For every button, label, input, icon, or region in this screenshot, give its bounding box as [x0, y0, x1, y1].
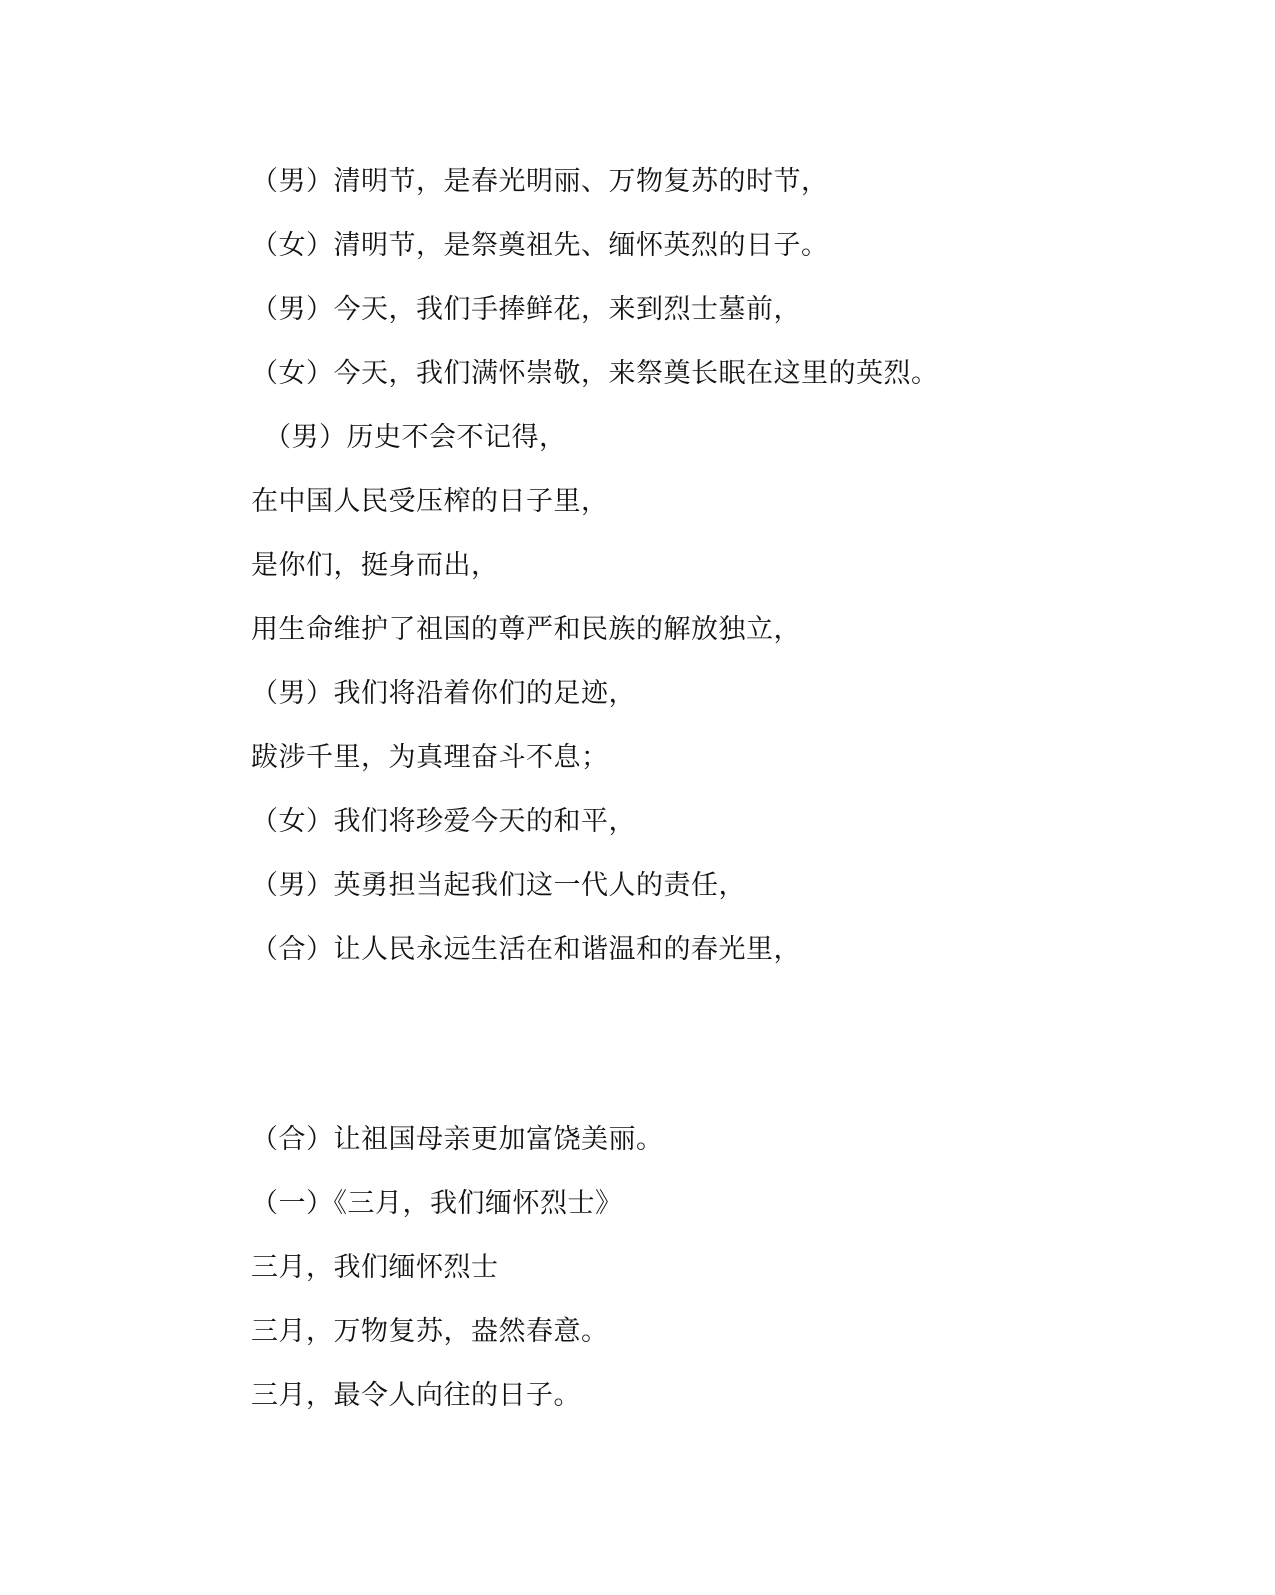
text-line: （男）我们将沿着你们的足迹，: [251, 678, 636, 709]
text-line: 是你们，挺身而出，: [251, 550, 499, 581]
text-line: （男）今天，我们手捧鲜花，来到烈士墓前，: [251, 294, 801, 325]
text-line: （女）清明节，是祭奠祖先、缅怀英烈的日子。: [251, 230, 829, 261]
text-line: 跋涉千里，为真理奋斗不息；: [251, 742, 609, 773]
text-line: （合）让人民永远生活在和谐温和的春光里，: [251, 934, 801, 965]
text-line: 三月，万物复苏，盎然春意。: [251, 1316, 609, 1347]
text-line: 在中国人民受压榨的日子里，: [251, 486, 609, 517]
text-line: （合）让祖国母亲更加富饶美丽。: [251, 1124, 664, 1155]
text-line: 三月，我们缅怀烈士: [251, 1252, 499, 1283]
text-line: 用生命维护了祖国的尊严和民族的解放独立，: [251, 614, 801, 645]
text-line: （女）我们将珍爱今天的和平，: [251, 806, 636, 837]
text-line: （男）清明节，是春光明丽、万物复苏的时节，: [251, 166, 829, 197]
text-line: （一）《三月，我们缅怀烈士》: [251, 1188, 623, 1219]
text-line: （女）今天，我们满怀崇敬，来祭奠长眠在这里的英烈。: [251, 358, 939, 389]
text-line: （男）历史不会不记得，: [264, 422, 567, 453]
text-line: 三月，最令人向往的日子。: [251, 1380, 581, 1411]
text-line: （男）英勇担当起我们这一代人的责任，: [251, 870, 746, 901]
